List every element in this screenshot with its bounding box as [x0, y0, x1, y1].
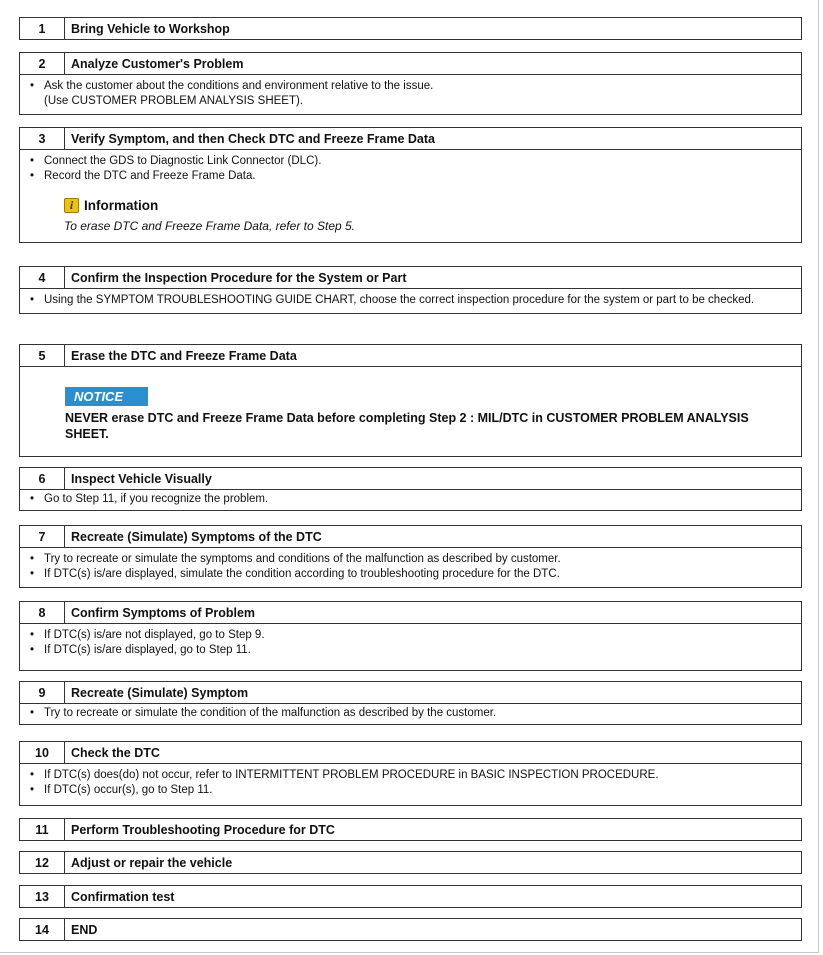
- step-14: [19, 918, 802, 941]
- bullet-item: • If DTC(s) is/are not displayed, go to Step 9.: [30, 628, 795, 643]
- notice-badge: NOTICE: [65, 387, 148, 406]
- bullet-item: • Connect the GDS to Diagnostic Link Connector (DLC).: [30, 154, 795, 169]
- step-12: [19, 851, 802, 874]
- step-7: [19, 525, 802, 588]
- step-title: Confirmation test: [71, 889, 175, 904]
- bullet-text: If DTC(s) does(do) not occur, refer to INTERMITTENT PROBLEM PROCEDURE in BASIC INSPECTION PROCEDURE.: [44, 769, 659, 781]
- step-6: [19, 467, 802, 511]
- step-title: Verify Symptom, and then Check DTC and Freeze Frame Data: [71, 131, 435, 146]
- step-title: Bring Vehicle to Workshop: [71, 21, 230, 36]
- step-number: 12: [20, 852, 65, 873]
- step-number: 7: [20, 526, 65, 547]
- step-title: Adjust or repair the vehicle: [71, 855, 233, 870]
- bullet-text: Using the SYMPTOM TROUBLESHOOTING GUIDE CHART, choose the correct inspection procedure for the system or part to be checked.: [44, 294, 755, 306]
- step-title: END: [71, 922, 98, 937]
- step-title: Confirm Symptoms of Problem: [71, 605, 256, 620]
- bullet-text: If DTC(s) is/are not displayed, go to Step 9.: [44, 629, 265, 641]
- step-title: Inspect Vehicle Visually: [71, 471, 212, 486]
- bullet-item: • Ask the customer about the conditions and environment relative to the issue. (Use CUSTOMER PROBLEM ANALYSIS SHEET).: [30, 79, 795, 109]
- step-number: 10: [20, 742, 65, 763]
- step-number: 8: [20, 602, 65, 623]
- bullet-text: If DTC(s) is/are displayed, simulate the condition according to troubleshooting procedure for the DTC.: [44, 568, 560, 580]
- bullet-item: • If DTC(s) does(do) not occur, refer to INTERMITTENT PROBLEM PROCEDURE in BASIC INSPECTION PROCEDURE.: [30, 768, 795, 783]
- step-title: Erase the DTC and Freeze Frame Data: [71, 348, 297, 363]
- step-title: Confirm the Inspection Procedure for the System or Part: [71, 270, 407, 285]
- notice-text: NEVER erase DTC and Freeze Frame Data before completing Step 2 : MIL/DTC in CUSTOMER PROBLEM ANALYSIS SHEET.: [65, 411, 749, 441]
- bullet-text: Record the DTC and Freeze Frame Data.: [44, 170, 256, 182]
- information-text: To erase DTC and Freeze Frame Data, refer to Step 5.: [64, 219, 356, 233]
- step-number: 2: [20, 53, 65, 74]
- step-title: Recreate (Simulate) Symptoms of the DTC: [71, 529, 322, 544]
- step-number: 11: [20, 819, 65, 840]
- bullet-item: • Using the SYMPTOM TROUBLESHOOTING GUIDE CHART, choose the correct inspection procedure for the system or part to be checked.: [30, 293, 795, 308]
- step-number: 6: [20, 468, 65, 489]
- step-title: Recreate (Simulate) Symptom: [71, 685, 249, 700]
- bullet-text: Try to recreate or simulate the symptoms and conditions of the malfunction as described by customer.: [44, 553, 561, 565]
- bullet-item: • If DTC(s) occur(s), go to Step 11.: [30, 783, 795, 798]
- bullet-text: Ask the customer about the conditions and environment relative to the issue. (Use CUSTOMER PROBLEM ANALYSIS SHEET).: [44, 80, 434, 107]
- bullet-text: If DTC(s) occur(s), go to Step 11.: [44, 784, 213, 796]
- step-1: [19, 17, 802, 40]
- step-5: [19, 344, 802, 457]
- step-number: 14: [20, 919, 65, 940]
- step-11: [19, 818, 802, 841]
- info-icon: i: [64, 198, 79, 213]
- information-box: [64, 198, 795, 234]
- step-title: Perform Troubleshooting Procedure for DTC: [71, 822, 335, 837]
- bullet-item: • Record the DTC and Freeze Frame Data.: [30, 169, 795, 184]
- step-number: 4: [20, 267, 65, 288]
- bullet-text: Connect the GDS to Diagnostic Link Connector (DLC).: [44, 155, 322, 167]
- step-number: 9: [20, 682, 65, 703]
- bullet-item: • Try to recreate or simulate the condition of the malfunction as described by the customer.: [30, 706, 795, 721]
- step-number: 5: [20, 345, 65, 366]
- bullet-item: • If DTC(s) is/are displayed, go to Step 11.: [30, 643, 795, 658]
- step-3: [19, 127, 802, 243]
- step-title: Check the DTC: [71, 745, 160, 760]
- step-title: Analyze Customer's Problem: [71, 56, 244, 71]
- step-13: [19, 885, 802, 908]
- bullet-item: • Try to recreate or simulate the symptoms and conditions of the malfunction as described by customer.: [30, 552, 795, 567]
- information-title: Information: [84, 198, 159, 213]
- bullet-text: Go to Step 11, if you recognize the problem.: [44, 493, 269, 505]
- step-number: 3: [20, 128, 65, 149]
- step-2: [19, 52, 802, 115]
- step-8: [19, 601, 802, 671]
- step-10: [19, 741, 802, 806]
- bullet-text: Try to recreate or simulate the condition of the malfunction as described by the customer.: [44, 707, 497, 719]
- step-9: [19, 681, 802, 725]
- bullet-item: • If DTC(s) is/are displayed, simulate the condition according to troubleshooting procedure for the DTC.: [30, 567, 795, 582]
- bullet-item: • Go to Step 11, if you recognize the problem.: [30, 492, 795, 507]
- step-number: 13: [20, 886, 65, 907]
- bullet-text: If DTC(s) is/are displayed, go to Step 11.: [44, 644, 251, 656]
- step-number: 1: [20, 18, 65, 39]
- step-4: [19, 266, 802, 314]
- notice-box: [65, 387, 795, 442]
